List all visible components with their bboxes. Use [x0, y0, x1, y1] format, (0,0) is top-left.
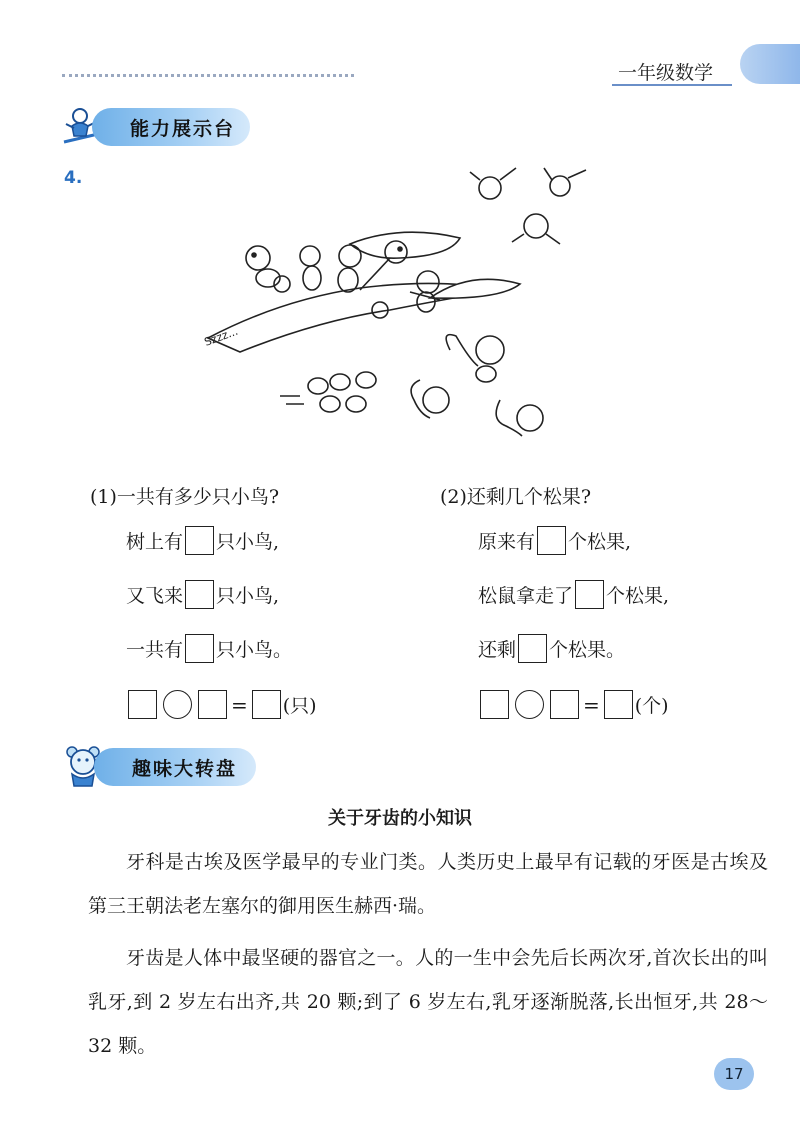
header-underline: [612, 84, 732, 86]
q2-line3-post: 个松果。: [549, 639, 626, 661]
q2-line1-pre: 原来有: [478, 531, 536, 553]
equals-sign: =: [583, 692, 600, 717]
equation-box[interactable]: [604, 690, 633, 719]
answer-box[interactable]: [537, 526, 566, 555]
q1-line3: [126, 634, 292, 663]
q1-unit: (只): [282, 695, 317, 717]
q2-line3-pre: 还剩: [478, 639, 517, 661]
header-dotted-rule: [62, 74, 354, 77]
operator-circle[interactable]: [515, 690, 544, 719]
q2-line3: [478, 634, 625, 663]
q2-line1: [478, 526, 631, 555]
equation-box[interactable]: [550, 690, 579, 719]
section-title-fun: 趣味大转盘: [132, 757, 238, 780]
q2-equation: [478, 690, 669, 719]
answer-box[interactable]: [185, 580, 214, 609]
equation-box[interactable]: [252, 690, 281, 719]
q2-unit: (个): [634, 695, 669, 717]
q1-line2-pre: 又飞来: [126, 585, 184, 607]
q1-line3-pre: 一共有: [126, 639, 184, 661]
answer-box[interactable]: [185, 634, 214, 663]
header-tab-decoration: [740, 44, 800, 84]
sleep-text: Szzz...: [202, 324, 240, 349]
header-grade-title: 一年级数学: [618, 62, 714, 84]
equation-box[interactable]: [480, 690, 509, 719]
q2-line2: [478, 580, 669, 609]
article-title: 关于牙齿的小知识: [328, 808, 472, 829]
answer-box[interactable]: [185, 526, 214, 555]
q1-line3-post: 只小鸟。: [216, 639, 293, 661]
question-number: 4.: [64, 168, 83, 188]
answer-box[interactable]: [575, 580, 604, 609]
equation-box[interactable]: [198, 690, 227, 719]
equation-box[interactable]: [128, 690, 157, 719]
birds-squirrels-illustration: [200, 160, 620, 450]
q1-title: (1)一共有多少只小鸟?: [90, 486, 280, 508]
q2-title: (2)还剩几个松果?: [440, 486, 592, 508]
q1-equation: [126, 690, 317, 719]
q2-line2-pre: 松鼠拿走了: [478, 585, 574, 607]
q2-line2-post: 个松果,: [606, 585, 670, 607]
q1-line2: [126, 580, 279, 609]
section-title-ability: 能力展示台: [130, 117, 236, 140]
section-banner-ability: [92, 108, 250, 146]
q1-line1-post: 只小鸟,: [216, 531, 280, 553]
article-paragraph-1: 牙科是古埃及医学最早的专业门类。人类历史上最早有记载的牙医是古埃及第三王朝法老左塞尔的御用医生赫西·瑞。: [88, 851, 768, 917]
section-banner-fun: [94, 748, 256, 786]
q2-line1-post: 个松果,: [568, 531, 632, 553]
q1-line1: [126, 526, 279, 555]
answer-box[interactable]: [518, 634, 547, 663]
article-paragraph-2: 牙齿是人体中最坚硬的器官之一。人的一生中会先后长两次牙,首次长出的叫乳牙,到 2 岁左右出齐,共 20 颗;到了 6 岁左右,乳牙逐渐脱落,长出恒牙,共 28～32 颗。: [88, 947, 768, 1057]
page-number: 17: [714, 1058, 754, 1090]
q1-line2-post: 只小鸟,: [216, 585, 280, 607]
equals-sign: =: [231, 692, 248, 717]
q1-line1-pre: 树上有: [126, 531, 184, 553]
operator-circle[interactable]: [163, 690, 192, 719]
